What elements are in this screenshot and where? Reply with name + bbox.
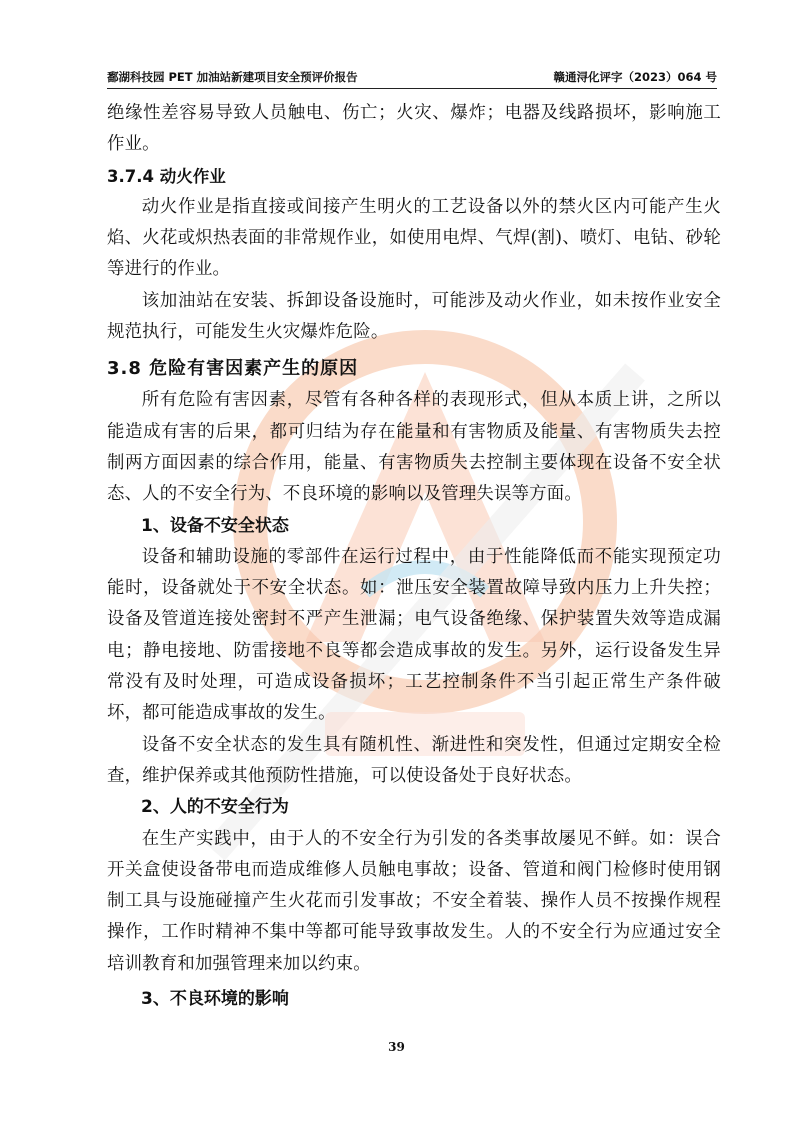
report-number: 赣通浔化评字（2023）064 号	[553, 70, 717, 84]
paragraph-equipment-1: 设备和辅助设施的零部件在运行过程中，由于性能降低而不能实现预定功能时，设备就处于不安全状态。如：泄压安全装置故障导致内压力上升失控；设备及管道连接处密封不严产生泄漏；电气设备绝缘、保护装置失效等造成漏电；静电接地、防雷接地不良等都会造成事故的发生。另外，运行设备发生异常没有及时处理，可造成设备损坏；工艺控制条件不当引起正常生产条件破坏，都可能造成事故的发生。	[107, 546, 721, 724]
paragraph-hotwork-risk: 该加油站在安装、拆卸设备设施时，可能涉及动火作业，如未按作业安全规范执行，可能发生火灾爆炸危险。	[107, 290, 721, 343]
section-heading-3-8: 3.8 危险有害因素产生的原因	[107, 358, 359, 380]
paragraph-hotwork-definition: 动火作业是指直接或间接产生明火的工艺设备以外的禁火区内可能产生火焰、火花或炽热表面的非常规作业，如使用电焊、气焊(割)、喷灯、电钻、砂轮等进行的作业。	[107, 196, 721, 280]
paragraph-equipment-2: 设备不安全状态的发生具有随机性、渐进性和突发性，但通过定期安全检查，维护保养或其他预防性措施，可以使设备处于良好状态。	[107, 734, 721, 786]
section-heading-3-7-4: 3.7.4 动火作业	[107, 166, 226, 186]
paragraph-causes: 所有危险有害因素，尽管有各种各样的表现形式，但从本质上讲，之所以能造成有害的后果，都可归结为存在能量和有害物质及能量、有害物质失去控制两方面因素的综合作用，能量、有害物质失去控制主要体现在设备不安全状态、人的不安全行为、不良环境的影响以及管理失误等方面。	[107, 390, 721, 505]
report-title: 鄱湖科技园 PET 加油站新建项目安全预评价报告	[107, 70, 358, 84]
subheading-environment: 3、不良环境的影响	[141, 989, 289, 1010]
subheading-human-behavior: 2、人的不安全行为	[141, 797, 289, 818]
page-body	[107, 98, 721, 1015]
paragraph-human-behavior: 在生产实践中，由于人的不安全行为引发的各类事故屡见不鲜。如：误合开关盒使设备带电而造成维修人员触电事故；设备、管道和阀门检修时使用钢制工具与设施碰撞产生火花而引发事故；不安全着装、操作人员不按操作规程操作，工作时精神不集中等都可能导致事故发生。人的不安全行为应通过安全培训教育和加强管理来加以约束。	[107, 828, 721, 974]
paragraph-continued: 绝缘性差容易导致人员触电、伤亡；火灾、爆炸；电器及线路损坏，影响施工作业。	[107, 103, 721, 155]
subheading-equipment-state: 1、设备不安全状态	[141, 515, 289, 536]
page-header	[107, 66, 717, 89]
page-number: 39	[388, 1040, 405, 1054]
